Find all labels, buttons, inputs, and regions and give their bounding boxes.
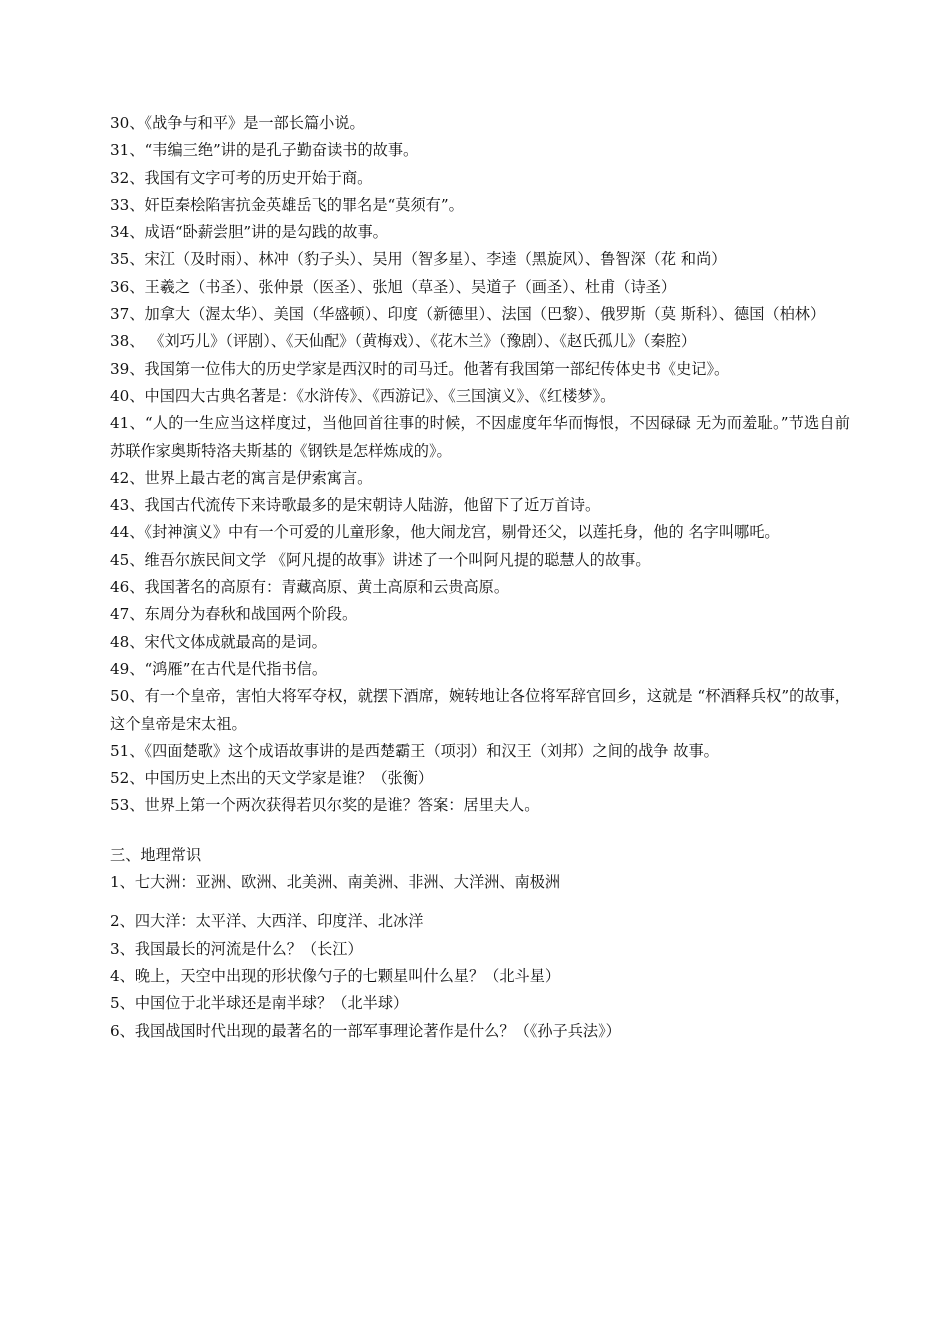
section-heading-geography: 三、地理常识 — [110, 845, 202, 864]
history-list — [110, 110, 850, 820]
geo-item-1: 1、七大洲：亚洲、欧洲、北美洲、南美洲、非洲、大洋洲、南极洲 — [110, 873, 561, 892]
list-item-46: 46、我国著名的高原有：青藏高原、黄土高原和云贵高原。 — [110, 578, 510, 597]
list-item-45: 45、维吾尔族民间文学 《阿凡提的故事》讲述了一个叫阿凡提的聪慧人的故事。 — [110, 550, 651, 569]
geo-item-5: 5、中国位于北半球还是南半球？（北半球） — [110, 994, 409, 1013]
list-item-50: 50、有一个皇帝，害怕大将军夺权，就摆下酒席，婉转地让各位将军辞官回乡，这就是 “杯酒释兵权”的故事，这个皇帝是宋太祖。 — [110, 687, 850, 733]
list-item-37: 37、加拿大（渥太华）、美国（华盛顿）、印度（新德里）、法国（巴黎）、俄罗斯（莫 斯科）、德国（柏林） — [110, 305, 826, 324]
list-item-36: 36、王羲之（书圣）、张仲景（医圣）、张旭（草圣）、吴道子（画圣）、杜甫（诗圣） — [110, 277, 677, 296]
list-item-39: 39、我国第一位伟大的历史学家是西汉时的司马迁。他著有我国第一部纪传体史书《史记》。 — [110, 359, 730, 378]
list-item-43: 43、我国古代流传下来诗歌最多的是宋朝诗人陆游，他留下了近万首诗。 — [110, 496, 601, 515]
list-item-53: 53、世界上第一个两次获得若贝尔奖的是谁？答案：居里夫人。 — [110, 796, 540, 815]
list-item-40: 40、中国四大古典名著是：《水浒传》、《西游记》、《三国演义》、《红楼梦》。 — [110, 386, 616, 405]
list-item-33: 33、奸臣秦桧陷害抗金英雄岳飞的罪名是“莫须有”。 — [110, 195, 464, 214]
list-item-32: 32、我国有文字可考的历史开始于商。 — [110, 168, 373, 187]
list-item-38: 38、 《刘巧儿》（评剧）、《天仙配》（黄梅戏）、《花木兰》（豫剧）、《赵氏孤儿》（秦腔） — [110, 332, 697, 351]
geo-item-4: 4、晚上，天空中出现的形状像勺子的七颗星叫什么星？（北斗星） — [110, 966, 561, 985]
list-item-44: 44、《封神演义》中有一个可爱的儿童形象，他大闹龙宫，剔骨还父，以莲托身，他的 名字叫哪吒。 — [110, 523, 780, 542]
list-item-51: 51、《四面楚歌》这个成语故事讲的是西楚霸王（项羽）和汉王（刘邦）之间的战争 故事。 — [110, 741, 719, 760]
list-item-41: 41、“人的一生应当这样度过，当他回首往事的时候，不因虚度年华而悔恨，不因碌碌 无为而羞耻。”节选自前苏联作家奥斯特洛夫斯基的《钢铁是怎样炼成的》。 — [110, 414, 850, 460]
geo-item-6: 6、我国战国时代出现的最著名的一部军事理论著作是什么？（《孙子兵法》） — [110, 1021, 621, 1040]
list-item-30: 30、《战争与和平》是一部长篇小说。 — [110, 114, 365, 132]
list-item-42: 42、世界上最古老的寓言是伊索寓言。 — [110, 468, 373, 487]
list-item-47: 47、东周分为春秋和战国两个阶段。 — [110, 605, 358, 624]
list-item-48: 48、宋代文体成就最高的是词。 — [110, 632, 327, 651]
list-item-49: 49、“鸿雁”在古代是代指书信。 — [110, 659, 328, 678]
geo-item-2: 2、四大洋：太平洋、大西洋、印度洋、北冰洋 — [110, 912, 424, 931]
document-page — [110, 110, 850, 1045]
list-item-35: 35、宋江（及时雨）、林冲（豹子头）、吴用（智多星）、李逵（黑旋风）、鲁智深（花 和尚） — [110, 250, 727, 269]
list-item-52: 52、中国历史上杰出的天文学家是谁？（张衡） — [110, 769, 434, 788]
list-item-34: 34、成语“卧薪尝胆”讲的是勾践的故事。 — [110, 223, 388, 242]
list-item-31: 31、“韦编三绝”讲的是孔子勤奋读书的故事。 — [110, 141, 419, 160]
geo-item-3: 3、我国最长的河流是什么？（长江） — [110, 939, 363, 958]
geography-list — [110, 869, 850, 1045]
